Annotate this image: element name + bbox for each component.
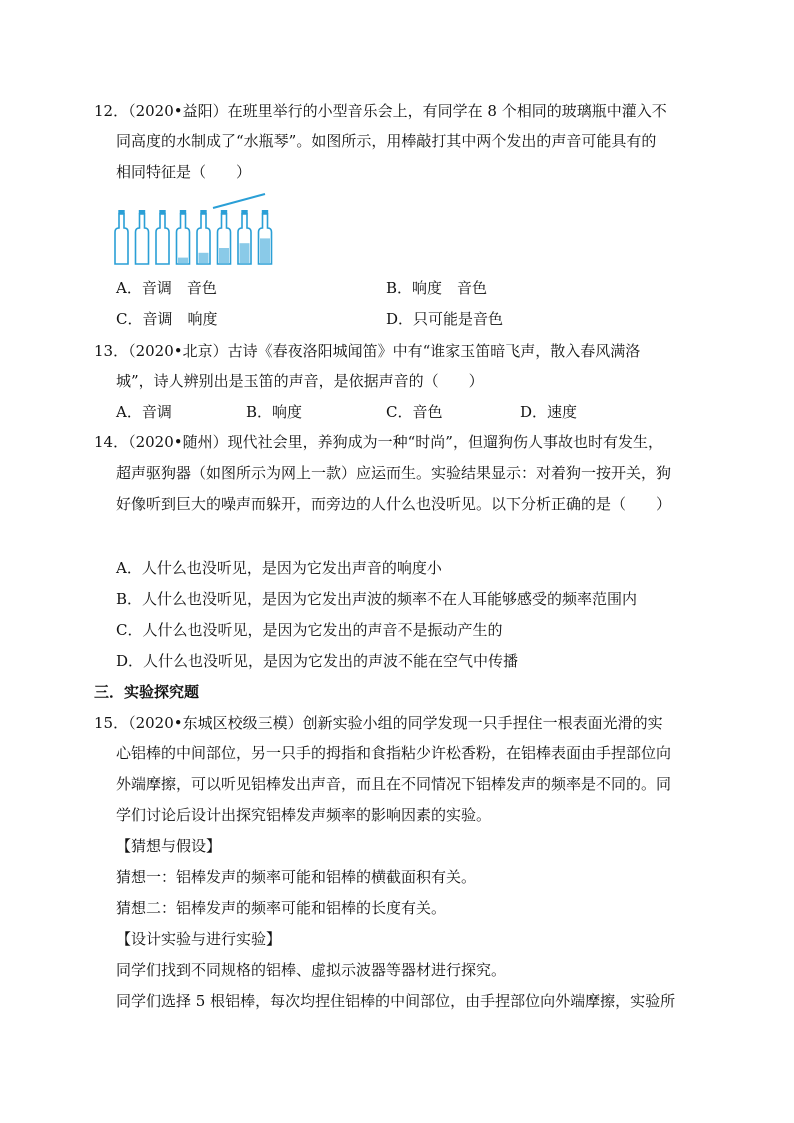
q15-guess-1: 猜想一：铝棒发声的频率可能和铝棒的横截面积有关。 bbox=[116, 868, 477, 886]
q15-heading-design: 【设计实验与进行实验】 bbox=[116, 930, 282, 948]
q12-line-2: 同高度的水制成了“水瓶琴”。如图所示，用棒敲打其中两个发出的声音可能具有的 bbox=[116, 132, 657, 150]
water-bottle bbox=[259, 210, 272, 264]
q13-option-c: C．音色 bbox=[386, 403, 443, 421]
water-bottle bbox=[136, 210, 149, 264]
q14-option-a: A．人什么也没听见，是因为它发出声音的响度小 bbox=[116, 559, 442, 577]
section-heading: 三．实验探究题 bbox=[94, 683, 200, 701]
q14-line-2: 超声驱狗器（如图所示为网上一款）应运而生。实验结果显示：对着狗一按开关，狗 bbox=[116, 464, 672, 482]
q15-body-2: 同学们选择 5 根铝棒，每次均捏住铝棒的中间部位，由手捏部位向外端摩擦，实验所 bbox=[116, 992, 676, 1010]
bottle-water bbox=[240, 243, 250, 263]
bottle-cap bbox=[221, 210, 227, 214]
q12-line-3: 相同特征是（ ） bbox=[116, 163, 252, 181]
q13-option-b: B．响度 bbox=[246, 403, 303, 421]
q15-line-1: 15．（2020•东城区校级三模）创新实验小组的同学发现一只手捏住一根表面光滑的实 bbox=[94, 714, 663, 732]
bottle-cap bbox=[262, 210, 268, 214]
striking-stick bbox=[213, 194, 265, 208]
q14-option-b: B．人什么也没听见，是因为它发出声波的频率不在人耳能够感受的频率范围内 bbox=[116, 590, 638, 608]
bottle-cap bbox=[139, 210, 145, 214]
q13-line-1: 13．（2020•北京）古诗《春夜洛阳城闻笛》中有“谁家玉笛暗飞声，散入春风满洛 bbox=[94, 342, 641, 360]
bottle-cap bbox=[118, 210, 124, 214]
q15-line-4: 学们讨论后设计出探究铝棒发声频率的影响因素的实验。 bbox=[116, 806, 492, 824]
q13-line-2: 城”，诗人辨别出是玉笛的声音，是依据声音的（ ） bbox=[116, 372, 484, 390]
q14-option-d: D．人什么也没听见，是因为它发出的声波不能在空气中传播 bbox=[116, 652, 519, 670]
q15-heading-hypothesis: 【猜想与假设】 bbox=[116, 837, 222, 855]
bottle-cap bbox=[159, 210, 165, 214]
q13-option-a: A．音调 bbox=[116, 403, 172, 421]
water-bottle bbox=[115, 210, 128, 264]
water-bottle bbox=[177, 210, 190, 264]
water-bottle bbox=[156, 210, 169, 264]
bottle-cap bbox=[241, 210, 247, 214]
bottle-group bbox=[115, 210, 272, 264]
q15-line-3: 外端摩擦，可以听见铝棒发出声音，而且在不同情况下铝棒发声的频率是不同的。同 bbox=[116, 775, 672, 793]
q13-option-d: D．速度 bbox=[520, 403, 578, 421]
water-bottle bbox=[197, 210, 210, 264]
q14-line-3: 好像听到巨大的噪声而躲开，而旁边的人什么也没听见。以下分析正确的是（ ） bbox=[116, 495, 672, 513]
bottle-water bbox=[219, 248, 229, 263]
q15-body-1: 同学们找到不同规格的铝棒、虚拟示波器等器材进行探究。 bbox=[116, 961, 507, 979]
bottle-water bbox=[260, 238, 270, 263]
q12-option-d: D．只可能是音色 bbox=[386, 310, 504, 328]
water-bottle bbox=[238, 210, 251, 264]
water-bottle-figure bbox=[113, 188, 273, 268]
bottle-cap bbox=[200, 210, 206, 214]
bottle-outline bbox=[136, 214, 149, 264]
bottle-outline bbox=[156, 214, 169, 264]
q12-option-b: B．响度 音色 bbox=[386, 279, 488, 297]
q15-guess-2: 猜想二：铝棒发声的频率可能和铝棒的长度有关。 bbox=[116, 899, 447, 917]
q14-line-1: 14．（2020•随州）现代社会里，养狗成为一种“时尚”，但遛狗伤人事故也时有发生， bbox=[94, 433, 663, 451]
bottle-outline bbox=[115, 214, 128, 264]
q15-line-2: 心铝棒的中间部位，另一只手的拇指和食指粘少许松香粉，在铝棒表面由手捏部位向 bbox=[116, 744, 672, 762]
q12-option-a: A．音调 音色 bbox=[116, 279, 217, 297]
q12-option-c: C．音调 响度 bbox=[116, 310, 218, 328]
q14-option-c: C．人什么也没听见，是因为它发出的声音不是振动产生的 bbox=[116, 621, 503, 639]
bottle-outline bbox=[177, 214, 190, 264]
water-bottle bbox=[218, 210, 231, 264]
bottle-water bbox=[199, 253, 209, 263]
bottle-water bbox=[178, 258, 188, 263]
q12-line-1: 12．（2020•益阳）在班里举行的小型音乐会上，有同学在 8 个相同的玻璃瓶中灌入不 bbox=[94, 102, 667, 120]
bottle-cap bbox=[180, 210, 186, 214]
